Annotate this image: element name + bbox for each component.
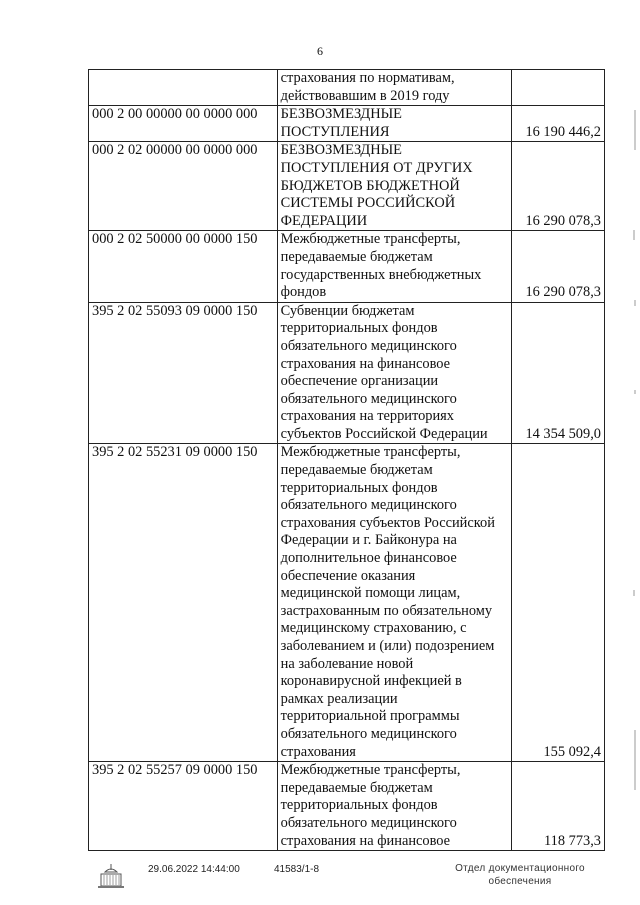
description-cell	[277, 302, 512, 444]
table-row	[89, 231, 605, 302]
description-cell	[277, 106, 512, 142]
duma-building-logo	[96, 862, 126, 896]
description-line: страхования субъектов Российской	[280, 514, 495, 531]
budget-code-cell: 000 2 00 00000 00 0000 000	[89, 106, 278, 142]
description-line: страхования	[280, 743, 356, 760]
revenue-table	[88, 69, 605, 851]
budget-code-cell: 395 2 02 55093 09 0000 150	[89, 302, 278, 444]
budget-code-cell: 000 2 02 50000 00 0000 150	[89, 231, 278, 302]
budget-code-cell	[89, 70, 278, 106]
description-line: фондов	[280, 284, 327, 301]
description-line: рамках реализации	[280, 690, 398, 707]
description-line: БЕЗВОЗМЕЗДНЫЕ	[280, 106, 402, 123]
description-line: страхования на территориях	[280, 408, 454, 425]
description-line: СИСТЕМЫ РОССИЙСКОЙ	[280, 195, 456, 212]
budget-code-cell: 395 2 02 55231 09 0000 150	[89, 444, 278, 762]
description-cell	[277, 231, 512, 302]
description-line: на заболевание новой	[280, 655, 414, 672]
description-cell	[277, 762, 512, 851]
amount-cell: 155 092,4	[512, 444, 605, 762]
description-line: страхования по нормативам,	[280, 70, 455, 86]
description-line: Межбюджетные трансферты,	[280, 762, 461, 779]
description-line: заболеванием и (или) подозрением	[280, 638, 495, 654]
table-row	[89, 762, 605, 851]
budget-code-cell: 395 2 02 55257 09 0000 150	[89, 762, 278, 851]
description-line: застрахованным по обязательному	[280, 602, 493, 619]
description-line: территориальной программы	[280, 708, 460, 725]
amount-cell: 16 290 078,3	[512, 142, 605, 231]
description-cell	[277, 70, 512, 106]
amount-cell: 16 290 078,3	[512, 231, 605, 302]
description-line: страхования на финансовое	[280, 355, 451, 372]
description-line: ПОСТУПЛЕНИЯ ОТ ДРУГИХ	[280, 159, 473, 176]
description-line: Субвенции бюджетам	[280, 302, 415, 319]
footer-department	[440, 862, 600, 888]
description-line: обязательного медицинского	[280, 390, 457, 407]
footer-department-line: Отдел документационного	[455, 863, 585, 874]
amount-cell: 16 190 446,2	[512, 106, 605, 142]
description-line: территориальных фондов	[280, 797, 438, 814]
amount-cell: 118 773,3	[512, 762, 605, 851]
description-line: страхования на финансовое	[280, 832, 451, 849]
footer-department-line: обеспечения	[488, 876, 552, 887]
description-line: коронавирусной инфекцией в	[280, 673, 462, 690]
description-line: медицинскому страхованию, с	[280, 620, 467, 637]
table-row	[89, 142, 605, 231]
description-line: обязательного медицинского	[280, 337, 457, 354]
table-row	[89, 70, 605, 106]
description-line: Федерации и г. Байконура на	[280, 532, 457, 549]
description-line: дополнительное финансовое	[280, 550, 457, 567]
description-line: обязательного медицинского	[280, 497, 457, 514]
description-line: территориальных фондов	[280, 479, 438, 496]
description-line: передаваемые бюджетам	[280, 248, 433, 265]
description-line: обеспечение организации	[280, 373, 439, 390]
description-line: Межбюджетные трансферты,	[280, 231, 461, 248]
description-line: ФЕДЕРАЦИИ	[280, 212, 368, 229]
description-line: медицинской помощи лицам,	[280, 585, 461, 602]
footer-doc-number: 41583/1-8	[274, 864, 320, 875]
description-line: обязательного медицинского	[280, 725, 457, 742]
revenue-table-body	[89, 70, 605, 851]
description-line: передаваемые бюджетам	[280, 462, 433, 479]
description-line: территориальных фондов	[280, 320, 438, 337]
scan-margin-marks	[632, 90, 638, 850]
description-line: государственных внебюджетных	[280, 266, 482, 283]
footer	[0, 858, 640, 903]
description-line: субъектов Российской Федерации	[280, 425, 488, 442]
page-number: 6	[317, 44, 323, 58]
description-line: обеспечение оказания	[280, 567, 416, 584]
description-line: ПОСТУПЛЕНИЯ	[280, 123, 390, 140]
amount-cell: 14 354 509,0	[512, 302, 605, 444]
budget-code-cell: 000 2 02 00000 00 0000 000	[89, 142, 278, 231]
description-line: БЕЗВОЗМЕЗДНЫЕ	[280, 142, 402, 159]
description-line: Межбюджетные трансферты,	[280, 444, 461, 461]
amount-cell	[512, 70, 605, 106]
table-row	[89, 444, 605, 762]
description-line: передаваемые бюджетам	[280, 779, 433, 796]
description-line: обязательного медицинского	[280, 814, 457, 831]
description-line: БЮДЖЕТОВ БЮДЖЕТНОЙ	[280, 177, 460, 194]
table-row	[89, 302, 605, 444]
table-row	[89, 106, 605, 142]
description-line: действовавшим в 2019 году	[280, 87, 450, 104]
description-cell	[277, 444, 512, 762]
description-cell	[277, 142, 512, 231]
footer-date: 29.06.2022 14:44:00	[148, 864, 240, 875]
